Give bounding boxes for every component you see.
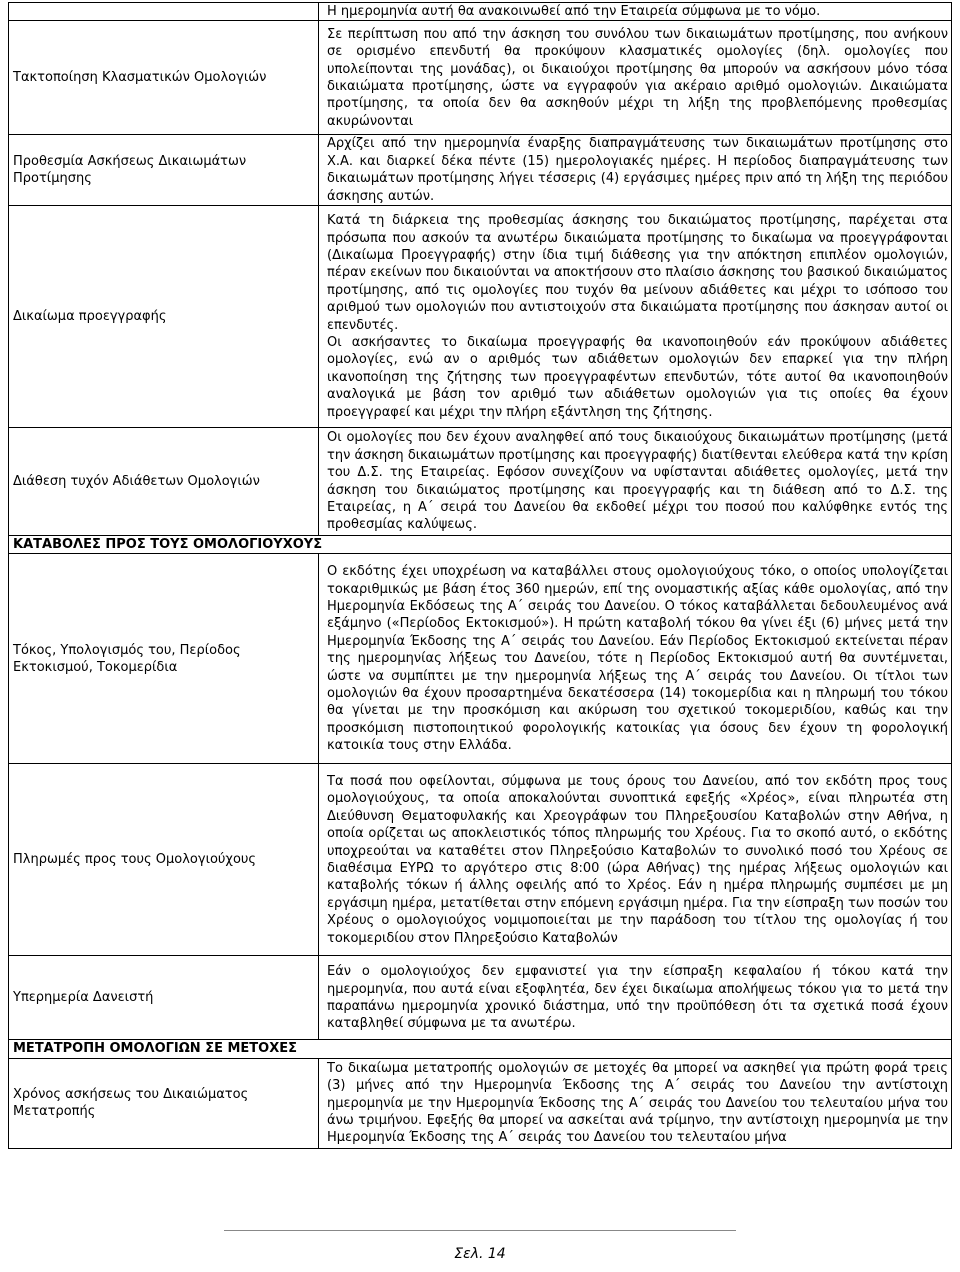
row-body xyxy=(319,135,952,206)
body-paragraph: Ο εκδότης έχει υποχρέωση να καταβάλλει στους ομολογιούχους τόκο, ο οποίος υπολογίζεται τοκαριθμικώς με βάση έτος 360 ημερών, επί της ονομαστικής αξίας κάθε ομολογίας, από την Ημερομηνία Εκδόσεως της Α΄ σειράς του Δανείου. Ο τόκος καταβάλλεται δεδουλευμένος ανά εξάμηνο («Περίοδος Εκτοκισμού»). Η πρώτη καταβολή τόκου θα γίνει έξι (6) μήνες μετά την Ημερομηνία Έκδοσης της Α΄ σειράς του Δανείου. Εάν Περίοδος Εκτοκισμού εκτείνεται πέραν της ημερομηνίας λήξεως του Δανείου, τότε η Περίοδος Εκτοκισμού αυτή θα συντέμνεται, ώστε να συμπίπτει με την ημερομηνία λήξεως της Α΄ σειράς του Δανείου. Οι τίτλοι των ομολογιών θα έχουν προσαρτημένα δεκατέσσερα (14) τοκομερίδια και η πληρωμή του τόκου θα γίνεται με την προσκόμιση και ακύρωση του σχετικού τοκομεριδίου, καθώς και την προσκόμιση πιστοποιητικού φορολογικής κατοικίας για όσους δεν έχουν τη φορολογική κατοικία τους στην Ελλάδα. xyxy=(327,564,948,754)
table-row xyxy=(9,206,952,428)
body-paragraph: Αρχίζει από την ημερομηνία έναρξης διαπραγμάτευσης των δικαιωμάτων προτίμησης στο Χ.Α. και διαρκεί δέκα πέντε (15) ημερολογιακές ημέρες. Η περίοδος διαπραγμάτευσης των δικαιωμάτων προτίμησης λήγει τέσσερις (4) εργάσιμες ημέρες πριν από τη λήξη της περιόδου άσκησης αυτών. xyxy=(327,136,948,204)
body-paragraph: Οι ασκήσαντες το δικαίωμα προεγγραφής θα ικανοποιηθούν εάν προκύψουν αδιάθετες ομολογίες, ενώ αν ο αριθμός των αδιάθετων ομολογιών δεν επαρκεί για την πλήρη ικανοποίηση της ζήτησης των προεγγραφέντων επενδυτών, τότε αυτοί θα ικανοποιηθούν αναλογικά με βάση τον αριθμό των αδιάθετων ομολογιών για τις οποίες θα έχουν προεγγραφεί και μέχρι την πλήρη εξάντληση της ζήτησης. xyxy=(327,334,948,420)
terms-table xyxy=(8,2,952,1149)
body-paragraph: Κατά τη διάρκεια της προθεσμίας άσκησης του δικαιώματος προτίμησης, παρέχεται στα πρόσωπα που ασκούν τα ανωτέρω δικαιώματα προτίμησης το δικαίωμα να προεγγράφονται (Δικαίωμα Προεγγραφής) στην ίδια τιμή διάθεσης για την απόκτηση επιπλέον ομολογιών, πέραν εκείνων που δικαιούνται να αποκτήσουν στο πλαίσιο άσκησης του βασικού δικαιώματος προτίμησης, από τις ομολογίες που τυχόν θα μείνουν αδιάθετες και μέχρι το ισόποσο του αριθμού των ομολογιών που αντιστοιχούν στα δικαιώματα προτίμησης που άσκησαν αυτοί οι επενδυτές. xyxy=(327,213,948,333)
body-paragraph: Η ημερομηνία αυτή θα ανακοινωθεί από την Εταιρεία σύμφωνα με το νόμο. xyxy=(327,4,821,19)
table-row xyxy=(9,3,952,21)
row-body xyxy=(319,21,952,135)
row-label: Υπερημερία Δανειστή xyxy=(9,956,319,1040)
table-row xyxy=(9,956,952,1040)
section-header-row xyxy=(9,536,952,554)
row-body xyxy=(319,956,952,1040)
table-row xyxy=(9,1058,952,1148)
table-row xyxy=(9,21,952,135)
section-header-row xyxy=(9,1040,952,1058)
body-paragraph: Τα ποσά που οφείλονται, σύμφωνα με τους όρους του Δανείου, από τον εκδότη προς τους ομολογιούχους, τα οποία αποκαλούνται συνοπτικά εφεξής «Χρέος», είναι πληρωτέα στη Διεύθυνση Θεματοφυλακής και Χρεογράφων του Πληρεξουσίου Καταβολών στην Αθήνα, η οποία ορίζεται ως αποκλειστικός τόπος πληρωμής του Χρέους. Για το σκοπό αυτό, ο εκδότης υποχρεούται να καταθέτει στον Πληρεξούσιο Καταβολών το συνολικό ποσό του Χρέους σε διαθέσιμα ΕΥΡΩ το αργότερο στις 8:00 (ώρα Αθήνας) της ημέρας λήξεως ομολογιών και καταβολής τόκων ή άλλης οφειλής από το Χρέος. Εάν η ημέρα πληρωμής συμπέσει με μη εργάσιμη ημέρα, μετατίθεται στην επόμενη εργάσιμη ημέρα. Για την είσπραξη των ποσών του Χρέους ο ομολογιούχος νομιμοποιείται με την παράδοση του τίτλου της ομολογίας ή του τοκομεριδίου στον Πληρεξούσιο Καταβολών xyxy=(327,773,948,946)
row-body xyxy=(319,3,952,21)
page-number: Σελ. 14 xyxy=(454,1246,506,1262)
table-row xyxy=(9,428,952,536)
row-label: Τακτοποίηση Κλασματικών Ομολογιών xyxy=(9,21,319,135)
footer-rule xyxy=(224,1230,736,1231)
row-body xyxy=(319,1058,952,1148)
section-heading: ΚΑΤΑΒΟΛΕΣ ΠΡΟΣ ΤΟΥΣ ΟΜΟΛΟΓΙΟΥΧΟΥΣ xyxy=(9,536,952,554)
row-body xyxy=(319,206,952,428)
row-label: Διάθεση τυχόν Αδιάθετων Ομολογιών xyxy=(9,428,319,536)
row-body xyxy=(319,764,952,956)
row-label: Προθεσμία Ασκήσεως Δικαιωμάτων Προτίμησης xyxy=(9,135,319,206)
table-row xyxy=(9,554,952,764)
table-row xyxy=(9,135,952,206)
body-paragraph: Εάν ο ομολογιούχος δεν εμφανιστεί για την είσπραξη κεφαλαίου ή τόκου κατά την ημερομηνία, που αυτά είναι εξοφλητέα, δεν έχει δικαίωμα απολήψεως τόκου για το μετά την παραπάνω ημερομηνία χρονικό διάστημα, υπό την προϋπόθεση ότι τα σχετικά ποσά έχουν καταβληθεί σύμφωνα με τα ανωτέρω. xyxy=(327,964,948,1032)
row-body xyxy=(319,428,952,536)
body-paragraph: Οι ομολογίες που δεν έχουν αναληφθεί από τους δικαιούχους δικαιωμάτων προτίμησης (μετά την άσκηση δικαιωμάτων προτίμησης και προεγγραφής) διατίθενται ελεύθερα κατά την κρίση του Δ.Σ. της Εταιρείας. Εφόσον συνεχίζουν να υφίστανται αδιάθετες ομολογίες, μετά την άσκηση του δικαιώματος προτίμησης και προεγγραφής και τη διάθεση από το Δ.Σ. της Εταιρείας, η Α΄ σειρά του Δανείου θα εκδοθεί μέχρι του ποσού που καλύφθηκε εντός της προθεσμίας καλύψεως. xyxy=(327,430,948,533)
section-heading: ΜΕΤΑΤΡΟΠΗ ΟΜΟΛΟΓΙΩΝ ΣΕ ΜΕΤΟΧΕΣ xyxy=(9,1040,952,1058)
body-paragraph: Σε περίπτωση που από την άσκηση του συνόλου των δικαιωμάτων προτίμησης, που ανήκουν σε ορισμένο επενδυτή θα προκύψουν κλασματικές ομολογίες (δηλ. ομολογίες που υπολείπονται της μονάδας), οι δικαιούχοι προτίμησης θα μπορούν να ασκήσουν μόνο τόσα δικαιώματα προτίμησης, ώστε να εγγραφούν για ακέραιο αριθμό ομολογιών. Δικαιώματα προτίμησης, τα οποία δεν θα ασκηθούν μέχρι τη λήξη της προβλεπόμενης προθεσμίας ακυρώνονται xyxy=(327,26,948,129)
document-table-wrapper xyxy=(8,2,952,1149)
table-row xyxy=(9,764,952,956)
row-label: Χρόνος ασκήσεως του Δικαιώματος Μετατροπής xyxy=(9,1058,319,1148)
row-body xyxy=(319,554,952,764)
row-label: Πληρωμές προς τους Ομολογιούχους xyxy=(9,764,319,956)
row-label xyxy=(9,3,319,21)
row-label: Τόκος, Υπολογισμός του, Περίοδος Εκτοκισμού, Τοκομερίδια xyxy=(9,554,319,764)
row-label: Δικαίωμα προεγγραφής xyxy=(9,206,319,428)
body-paragraph: Το δικαίωμα μετατροπής ομολογιών σε μετοχές θα μπορεί να ασκηθεί για πρώτη φορά τρεις (3) μήνες από την Ημερομηνία Έκδοσης της Α΄ σειράς του Δανείου την αντίστοιχη ημερομηνία με την Ημερομηνία Έκδοσης της Α΄ σειράς του Δανείου του τελευταίου μήνα του άνω τριμήνου. Εφεξής θα μπορεί να ασκείται ανά τρίμηνο, την αντίστοιχη ημερομηνία με την Ημερομηνία Έκδοσης της Α΄ σειράς του Δανείου του τελευταίου μήνα xyxy=(327,1060,948,1146)
terms-table-body xyxy=(9,3,952,1149)
